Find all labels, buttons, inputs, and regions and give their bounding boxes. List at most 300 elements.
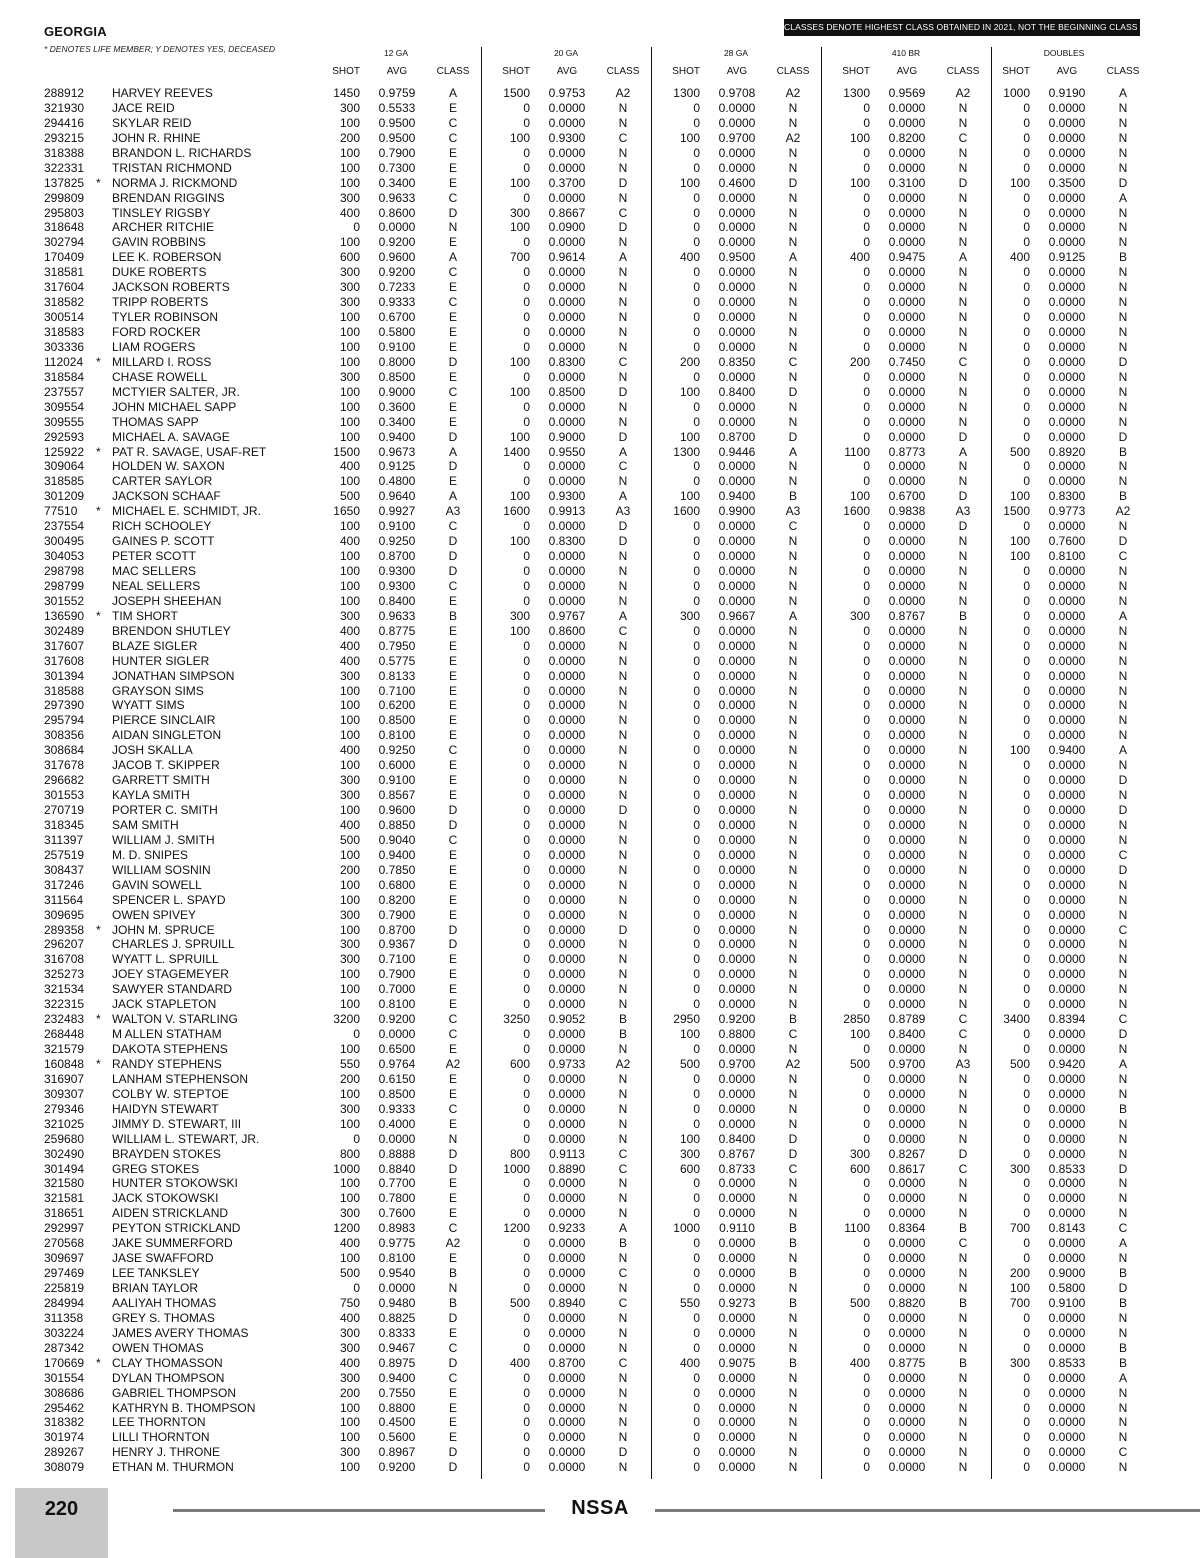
12ga-shot: 300 [339,952,360,967]
410br-class: N [958,862,968,877]
20ga-class: C [618,1146,628,1161]
410br-class: C [958,130,968,145]
12ga-class: A [448,444,457,459]
410br-class: N [958,758,968,773]
410br-class: N [958,892,968,907]
28ga-class: B [788,1266,797,1281]
doubles-class: B [1118,1355,1127,1370]
20ga-class: N [618,1206,628,1221]
doubles-avg: 0.0000 [1048,235,1086,250]
28ga-class: N [788,1086,798,1101]
20ga-avg: 0.0000 [548,160,586,175]
table-row [0,400,1200,415]
20ga-avg: 0.0000 [548,1400,586,1415]
28ga-class: N [788,145,798,160]
410br-avg: 0.0000 [888,1251,926,1266]
12ga-class: C [448,265,458,280]
28ga-shot: 0 [693,728,700,743]
28ga-shot: 500 [679,1056,700,1071]
28ga-avg: 0.0000 [718,847,756,862]
table-row [0,1430,1200,1445]
410br-avg: 0.7450 [888,354,926,369]
doubles-class: N [1118,1086,1128,1101]
member-id: 318588 [44,683,85,698]
28ga-shot: 100 [679,1131,700,1146]
20ga-avg: 0.0000 [548,1086,586,1101]
28ga-avg: 0.0000 [718,922,756,937]
12ga-shot: 100 [339,1176,360,1191]
footer-rule-right [655,1509,1200,1512]
410br-class: N [958,982,968,997]
12ga-avg: 0.8600 [378,205,416,220]
member-id: 317246 [44,877,85,892]
410br-class: N [958,623,968,638]
28ga-class: N [788,1415,798,1430]
12ga-avg: 0.6000 [378,758,416,773]
410br-class: N [958,847,968,862]
12ga-class: E [448,100,457,115]
20ga-avg: 0.0000 [548,474,586,489]
doubles-class: N [1118,1325,1128,1340]
group-header-410br: 410 BR [891,48,921,58]
group-header-20ga: 20 GA [553,48,579,58]
12ga-avg: 0.8500 [378,369,416,384]
member-id: 225819 [44,1281,85,1295]
12ga-avg: 0.0000 [378,220,416,235]
20ga-shot: 0 [523,832,530,847]
doubles-class: N [1118,384,1128,399]
28ga-shot: 0 [693,698,700,713]
doubles-shot: 0 [1023,1415,1030,1430]
member-name: BRIAN TAYLOR [112,1281,199,1295]
20ga-class: N [618,564,628,578]
12ga-class: E [448,758,457,773]
doubles-avg: 0.0000 [1048,1251,1086,1266]
12ga-avg: 0.7900 [378,967,416,982]
20ga-class: N [618,1415,628,1430]
footer-brand: NSSA [571,1497,629,1519]
20ga-class: N [618,683,628,698]
member-name: TINSLEY RIGSBY [112,205,211,220]
20ga-class: N [618,1071,628,1086]
table-row [0,459,1200,474]
12ga-avg: 0.8825 [378,1310,416,1325]
28ga-shot: 0 [693,832,700,847]
28ga-class: C [788,354,798,369]
12ga-class: E [448,982,457,997]
member-name: WILLIAM SOSNIN [112,862,211,877]
20ga-class: N [618,145,628,160]
doubles-avg: 0.7600 [1048,534,1086,549]
member-id: 309554 [44,399,85,414]
doubles-shot: 0 [1023,1400,1030,1415]
member-name: GRAYSON SIMS [112,683,204,698]
20ga-shot: 100 [509,220,530,235]
410br-shot: 0 [863,1415,870,1430]
life-member-mark: * [96,1355,101,1370]
20ga-avg: 0.3700 [548,175,586,190]
28ga-class: N [788,369,798,384]
table-row [0,594,1200,609]
doubles-class: C [1118,847,1128,862]
12ga-shot: 500 [339,1266,360,1281]
doubles-class: N [1118,877,1128,892]
member-name: JOHN R. RHINE [112,130,201,145]
410br-avg: 0.0000 [888,1101,926,1116]
member-name: WILLIAM J. SMITH [112,832,215,847]
28ga-avg: 0.0000 [718,190,756,205]
20ga-shot: 0 [523,922,530,937]
20ga-class: N [618,713,628,728]
doubles-shot: 0 [1023,1460,1030,1475]
20ga-shot: 100 [509,130,530,145]
doubles-avg: 0.0000 [1048,847,1086,862]
12ga-shot: 100 [339,698,360,713]
28ga-avg: 0.0000 [718,1430,756,1445]
doubles-shot: 0 [1023,1176,1030,1191]
20ga-avg: 0.0000 [548,1071,586,1086]
doubles-class: N [1118,160,1128,175]
member-name: PORTER C. SMITH [112,803,218,817]
table-row [0,788,1200,803]
member-id: 125922 [44,444,85,459]
12ga-shot: 400 [339,205,360,220]
doubles-class: N [1118,1042,1128,1056]
28ga-shot: 0 [693,1385,700,1400]
doubles-avg: 0.0000 [1048,623,1086,638]
table-row [0,265,1200,280]
12ga-class: C [448,1221,458,1236]
doubles-avg: 0.0000 [1048,982,1086,997]
410br-avg: 0.0000 [888,982,926,997]
20ga-class: D [618,175,628,190]
doubles-shot: 400 [1009,250,1030,265]
410br-shot: 0 [863,952,870,967]
20ga-class: C [618,130,628,145]
table-row [0,908,1200,923]
member-id: 289358 [44,922,85,937]
doubles-shot: 0 [1023,1251,1030,1266]
doubles-shot: 100 [1009,534,1030,549]
doubles-shot: 0 [1023,608,1030,623]
12ga-avg: 0.8000 [378,354,416,369]
doubles-avg: 0.8394 [1048,1012,1086,1027]
28ga-avg: 0.0000 [718,892,756,907]
doubles-avg: 0.0000 [1048,683,1086,698]
member-id: 322331 [44,160,85,175]
410br-avg: 0.0000 [888,967,926,982]
28ga-shot: 0 [693,459,700,474]
member-table [0,86,1200,1475]
doubles-shot: 0 [1023,922,1030,937]
state-title: GEORGIA [44,24,107,39]
12ga-avg: 0.0000 [378,1281,416,1295]
12ga-shot: 100 [339,967,360,982]
table-row [0,893,1200,908]
12ga-avg: 0.8967 [378,1445,416,1460]
12ga-class: E [448,145,457,160]
table-row [0,1386,1200,1401]
doubles-shot: 0 [1023,1370,1030,1385]
20ga-class: C [618,205,628,220]
410br-avg: 0.8267 [888,1146,926,1161]
20ga-avg: 0.0000 [548,1101,586,1116]
410br-avg: 0.0000 [888,1400,926,1415]
28ga-shot: 0 [693,982,700,997]
410br-shot: 0 [863,967,870,982]
410br-class: N [958,967,968,982]
20ga-shot: 0 [523,1191,530,1206]
20ga-class: N [618,578,628,593]
20ga-class: N [618,115,628,130]
12ga-class: C [448,1370,458,1385]
12ga-avg: 0.7100 [378,683,416,698]
20ga-class: N [618,817,628,832]
20ga-class: N [618,549,628,564]
410br-avg: 0.0000 [888,205,926,220]
28ga-shot: 0 [693,683,700,698]
12ga-class: E [448,1086,457,1101]
12ga-avg: 0.6150 [378,1071,416,1086]
20ga-class: N [618,1310,628,1325]
28ga-shot: 100 [679,130,700,145]
20ga-avg: 0.0000 [548,683,586,698]
20ga-shot: 0 [523,100,530,115]
20ga-shot: 0 [523,339,530,354]
doubles-shot: 0 [1023,683,1030,698]
doubles-class: D [1118,773,1128,788]
member-id: 304053 [44,549,85,564]
20ga-shot: 0 [523,1071,530,1086]
12ga-shot: 100 [339,474,360,489]
12ga-avg: 0.6500 [378,1042,416,1056]
20ga-class: N [618,1042,628,1056]
28ga-class: N [788,1460,798,1475]
table-row [0,878,1200,893]
12ga-class: E [448,1385,457,1400]
12ga-class: E [448,175,457,190]
410br-shot: 0 [863,922,870,937]
28ga-shot: 200 [679,354,700,369]
12ga-avg: 0.9100 [378,339,416,354]
410br-avg: 0.0000 [888,653,926,668]
410br-shot: 1100 [844,1221,870,1236]
doubles-class: B [1118,250,1127,265]
table-row [0,654,1200,669]
doubles-class: B [1118,1266,1127,1281]
table-row [0,728,1200,743]
subheader-12ga-class: CLASS [436,66,470,77]
doubles-avg: 0.5800 [1048,1281,1086,1295]
20ga-avg: 0.9753 [548,86,586,100]
12ga-shot: 100 [339,1116,360,1131]
12ga-shot: 1200 [333,1221,360,1236]
28ga-avg: 0.0000 [718,235,756,250]
28ga-class: N [788,1042,798,1056]
410br-shot: 300 [849,1146,870,1161]
12ga-avg: 0.8500 [378,1086,416,1101]
410br-shot: 500 [849,1295,870,1310]
20ga-class: D [618,384,628,399]
410br-avg: 0.0000 [888,1042,926,1056]
20ga-shot: 0 [523,295,530,310]
410br-shot: 0 [863,1370,870,1385]
28ga-shot: 1300 [673,86,700,100]
member-id: 137825 [44,175,85,190]
12ga-avg: 0.8500 [378,713,416,728]
410br-avg: 0.0000 [888,519,926,534]
410br-avg: 0.8400 [888,1027,926,1042]
12ga-avg: 0.9040 [378,832,416,847]
table-row [0,1057,1200,1072]
28ga-shot: 0 [693,1042,700,1056]
subheader-28ga-shot: SHOT [672,66,700,77]
member-id: 318382 [44,1415,85,1430]
12ga-shot: 100 [339,115,360,130]
table-row [0,1341,1200,1356]
table-row [0,848,1200,863]
12ga-avg: 0.8888 [378,1146,416,1161]
410br-shot: 0 [863,1310,870,1325]
28ga-class: N [788,668,798,683]
12ga-class: E [448,788,457,803]
410br-avg: 0.0000 [888,997,926,1012]
table-row [0,579,1200,594]
subheader-doubles-shot: SHOT [1002,66,1030,77]
member-name: CHASE ROWELL [112,369,208,384]
20ga-avg: 0.0000 [548,922,586,937]
410br-class: D [958,1146,968,1161]
28ga-class: D [788,1131,798,1146]
28ga-shot: 0 [693,638,700,653]
doubles-shot: 0 [1023,1310,1030,1325]
28ga-avg: 0.0000 [718,1310,756,1325]
410br-class: N [958,190,968,205]
410br-shot: 200 [849,354,870,369]
table-row [0,564,1200,579]
table-row [0,1281,1200,1296]
28ga-class: N [788,832,798,847]
member-name: JOEY STAGEMEYER [112,967,229,982]
410br-class: N [958,817,968,832]
28ga-class: A2 [785,86,801,100]
20ga-shot: 0 [523,892,530,907]
28ga-avg: 0.8700 [718,429,756,444]
410br-avg: 0.3100 [888,175,926,190]
12ga-avg: 0.7000 [378,982,416,997]
doubles-avg: 0.0000 [1048,832,1086,847]
28ga-class: B [788,489,797,504]
doubles-class: N [1118,907,1128,922]
28ga-class: N [788,564,798,578]
28ga-class: N [788,459,798,474]
table-row [0,1102,1200,1117]
20ga-avg: 0.0000 [548,1340,586,1355]
12ga-class: D [448,1146,458,1161]
12ga-class: E [448,653,457,668]
table-row [0,489,1200,504]
28ga-shot: 0 [693,1266,700,1281]
doubles-class: N [1118,280,1128,295]
20ga-avg: 0.0000 [548,310,586,325]
20ga-shot: 300 [509,608,530,623]
410br-class: N [958,952,968,967]
doubles-shot: 0 [1023,668,1030,683]
20ga-class: B [618,1236,627,1251]
member-id: 318583 [44,325,85,339]
410br-shot: 0 [863,773,870,788]
28ga-class: A2 [785,1056,801,1071]
28ga-shot: 0 [693,115,700,130]
410br-shot: 0 [863,1086,870,1101]
20ga-shot: 3250 [503,1012,530,1027]
410br-shot: 0 [863,429,870,444]
member-name: RANDY STEPHENS [112,1056,222,1071]
28ga-shot: 0 [693,160,700,175]
28ga-class: N [788,1071,798,1086]
20ga-avg: 0.0000 [548,832,586,847]
20ga-class: A [618,489,627,504]
28ga-class: D [788,429,798,444]
20ga-avg: 0.0000 [548,758,586,773]
subheader-20ga-class: CLASS [606,66,640,77]
member-name: HAIDYN STEWART [112,1101,219,1116]
12ga-avg: 0.9673 [378,444,416,459]
doubles-class: N [1118,265,1128,280]
28ga-avg: 0.0000 [718,997,756,1012]
28ga-class: N [788,1385,798,1400]
20ga-avg: 0.0000 [548,997,586,1012]
12ga-shot: 100 [339,160,360,175]
410br-shot: 0 [863,160,870,175]
member-id: 321930 [44,100,85,115]
20ga-shot: 0 [523,190,530,205]
doubles-class: N [1118,130,1128,145]
20ga-class: N [618,907,628,922]
28ga-shot: 2950 [673,1012,700,1027]
410br-class: N [958,205,968,220]
28ga-shot: 100 [679,429,700,444]
410br-avg: 0.0000 [888,817,926,832]
20ga-class: N [618,1131,628,1146]
410br-class: N [958,1460,968,1475]
28ga-class: N [788,100,798,115]
20ga-shot: 0 [523,1101,530,1116]
410br-shot: 0 [863,235,870,250]
410br-avg: 0.0000 [888,310,926,325]
table-row [0,1296,1200,1311]
410br-class: N [958,832,968,847]
table-row [0,1236,1200,1251]
20ga-class: N [618,668,628,683]
doubles-class: D [1118,1027,1128,1042]
28ga-class: N [788,1191,798,1206]
member-name: GAVIN SOWELL [112,877,202,892]
12ga-shot: 300 [339,608,360,623]
12ga-class: E [448,683,457,698]
doubles-shot: 0 [1023,459,1030,474]
28ga-avg: 0.0000 [718,862,756,877]
410br-class: N [958,325,968,339]
12ga-shot: 300 [339,1206,360,1221]
410br-avg: 0.0000 [888,325,926,339]
28ga-avg: 0.0000 [718,668,756,683]
12ga-class: C [448,578,458,593]
410br-class: N [958,803,968,817]
410br-shot: 0 [863,1445,870,1460]
12ga-class: D [448,817,458,832]
doubles-avg: 0.8533 [1048,1161,1086,1176]
